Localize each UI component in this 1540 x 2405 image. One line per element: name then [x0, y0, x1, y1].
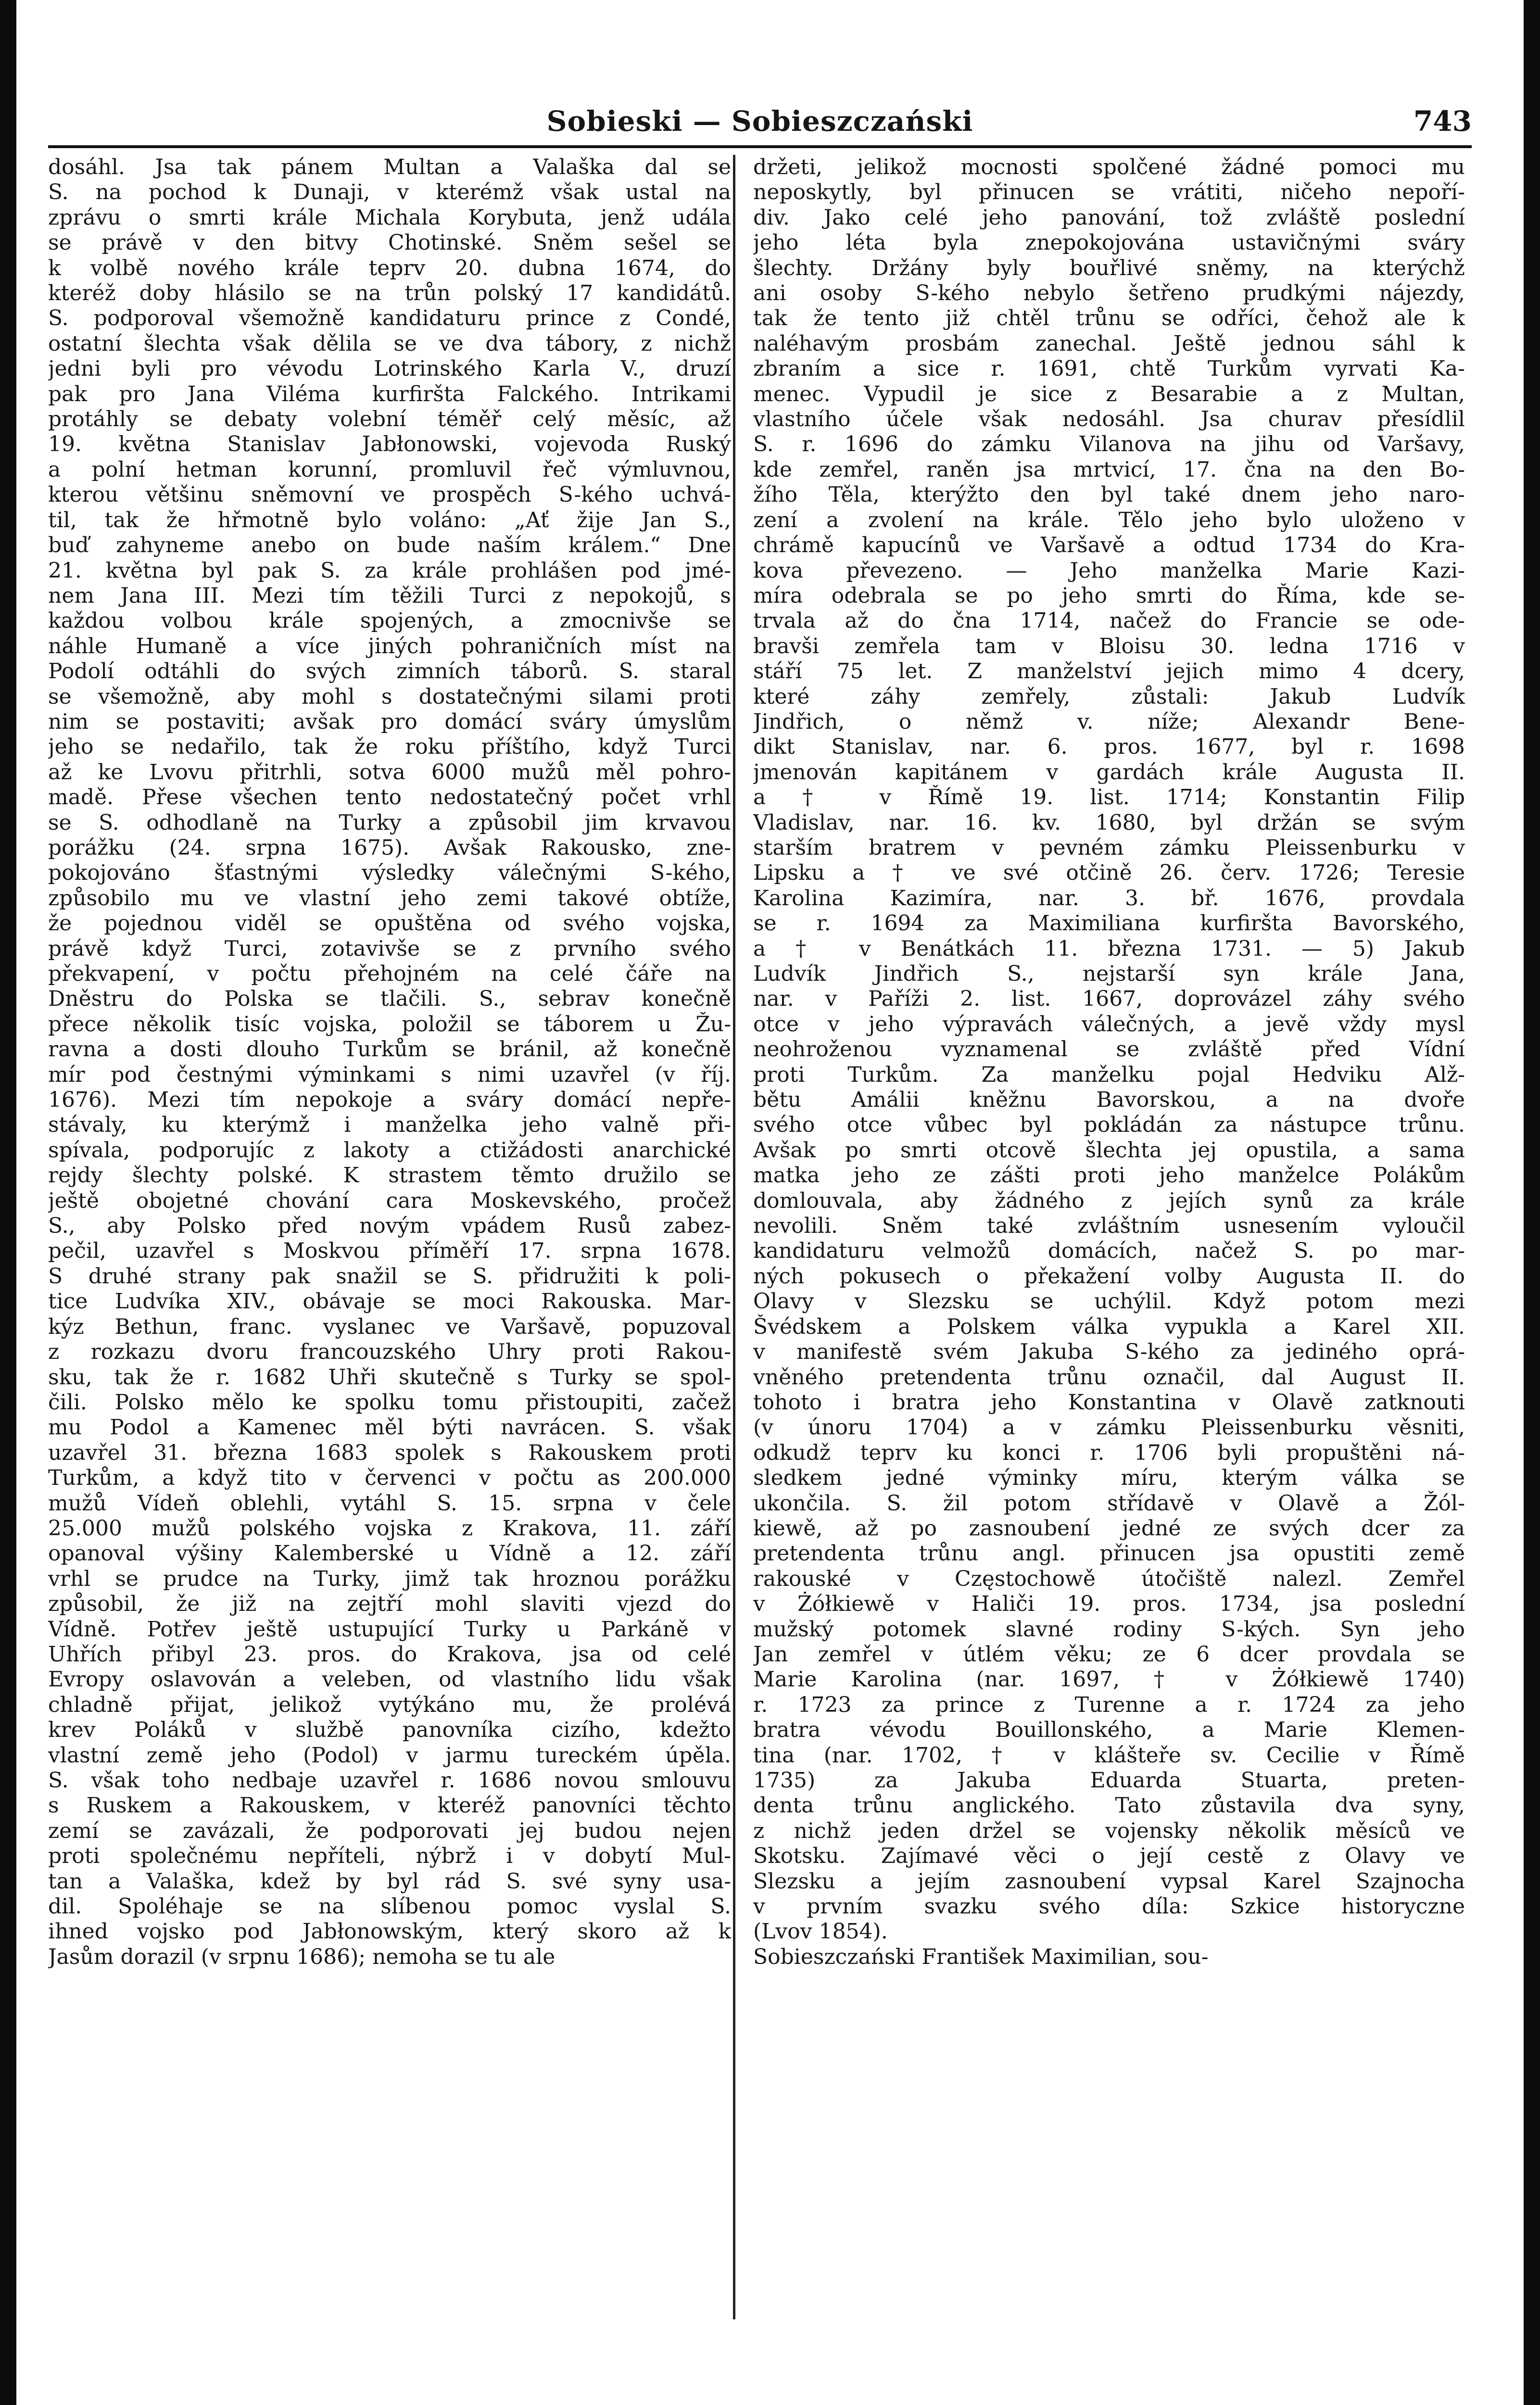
text-line: Evropy oslavován a veleben, od vlastního lidu však	[48, 1667, 731, 1692]
text-line: kýz Bethun, franc. vyslanec ve Varšavě, popuzoval	[48, 1314, 731, 1339]
text-line: nem Jana III. Mezi tím těžili Turci z nepokojů, s	[48, 583, 731, 608]
text-line: v Żółkiewě v Haliči 19. pros. 1734, jsa poslední	[753, 1592, 1465, 1617]
text-line: jeho se nedařilo, tak že roku příštího, když Turci	[48, 734, 731, 759]
text-line: způsobil, že již na zejtří mohl slaviti vjezd do	[48, 1592, 731, 1617]
text-line: Skotsku. Zajímavé věci o její cestě z Olavy ve	[753, 1844, 1465, 1869]
text-line: S. r. 1696 do zámku Vilanova na jihu od Varšavy,	[753, 432, 1465, 457]
text-line: Marie Karolina (nar. 1697, † v Żółkiewě 1740)	[753, 1667, 1465, 1692]
text-line: rejdy šlechty polské. K strastem těmto družilo se	[48, 1163, 731, 1188]
text-line: starším bratrem v pevném zámku Pleissenburku v	[753, 835, 1465, 860]
text-line: domlouvala, aby žádného z jejích synů za krále	[753, 1188, 1465, 1213]
running-header	[48, 105, 1472, 140]
text-line: ných pokusech o překažení volby Augusta II. do	[753, 1264, 1465, 1289]
text-line: pokojováno šťastnými výsledky válečnými S-kého,	[48, 861, 731, 886]
text-line: dikt Stanislav, nar. 6. pros. 1677, byl r. 1698	[753, 734, 1465, 759]
text-line: se r. 1694 za Maximiliana kurfiršta Bavorského,	[753, 911, 1465, 936]
text-line: se všemožně, aby mohl s dostatečnými silami proti	[48, 684, 731, 709]
text-line: neposkytly, byl přinucen se vrátiti, ničeho nepoří-	[753, 180, 1465, 205]
running-title: Sobieski — Sobieszczański	[546, 105, 973, 138]
text-line: dosáhl. Jsa tak pánem Multan a Valaška dal se	[48, 155, 731, 179]
text-line: k volbě nového krále teprv 20. dubna 1674, do	[48, 255, 731, 280]
text-line: bětu Amálii kněžnu Bavorskou, a na dvoře	[753, 1088, 1465, 1113]
text-line: S druhé strany pak snažil se S. přidružiti k poli-	[48, 1264, 731, 1289]
text-line: madě. Přese všechen tento nedostatečný počet vrhl	[48, 785, 731, 810]
text-line: S., aby Polsko před novým vpádem Rusů zabez-	[48, 1214, 731, 1239]
text-line: bratra vévodu Bouillonského, a Marie Klemen-	[753, 1718, 1465, 1743]
text-line: náhle Humaně a více jiných pohraničních míst na	[48, 633, 731, 658]
text-line: a † v Římě 19. list. 1714; Konstantin Filip	[753, 785, 1465, 810]
text-line: žího Těla, kterýžto den byl také dnem jeho naro-	[753, 482, 1465, 507]
text-line: mír pod čestnými výminkami s nimi uzavřel (v říj.	[48, 1062, 731, 1087]
text-line: odkudž teprv ku konci r. 1706 byli propuštěni ná-	[753, 1440, 1465, 1465]
text-line: stávaly, ku kterýmž i manželka jeho valně při-	[48, 1113, 731, 1138]
text-line: proti společnému nepříteli, nýbrž i v dobytí Mul-	[48, 1844, 731, 1869]
header-rule	[48, 145, 1472, 148]
text-line: tohoto i bratra jeho Konstantina v Olavě zatknouti	[753, 1390, 1465, 1415]
text-line: (Lvov 1854).	[753, 1919, 888, 1944]
text-line: v prvním svazku svého díla: Szkice historyczne	[753, 1894, 1465, 1919]
page-number: 743	[1413, 105, 1472, 138]
text-line: tan a Valaška, kdež by byl rád S. své syny usa-	[48, 1869, 731, 1894]
text-line: nim se postaviti; avšak pro domácí sváry úmyslům	[48, 709, 731, 734]
text-line: nevolili. Sněm také zvláštním usnesením vyloučil	[753, 1214, 1465, 1239]
text-line: kde zemřel, raněn jsa mrtvicí, 17. čna na den Bo-	[753, 457, 1465, 482]
text-line: že pojednou viděl se opuštěna od svého vojska,	[48, 911, 731, 936]
text-line: opanoval výšiny Kalemberské u Vídně a 12. září	[48, 1541, 731, 1566]
text-line: Sobieszczański František Maximilian, sou-	[753, 1944, 1209, 1969]
text-line: menec. Vypudil je sice z Besarabie a z Multan,	[753, 381, 1465, 406]
text-line: každou volbou krále spojených, a zmocnivše se	[48, 608, 731, 633]
text-line: S. podporoval všemožně kandidaturu prince z Condé,	[48, 306, 731, 331]
text-line: Vladislav, nar. 16. kv. 1680, byl držán se svým	[753, 810, 1465, 835]
text-line: s Ruskem a Rakouskem, v kteréž panovníci těchto	[48, 1793, 731, 1818]
text-line: přece několik tisíc vojska, položil se táborem u Žu-	[48, 1012, 731, 1037]
text-line: Uhřích přibyl 23. pros. do Krakova, jsa od celé	[48, 1642, 731, 1667]
text-line: porážku (24. srpna 1675). Avšak Rakousko, zne-	[48, 835, 731, 860]
text-line: matka jeho ze zášti proti jeho manželce Polákům	[753, 1163, 1465, 1188]
text-line: (v únoru 1704) a v zámku Pleissenburku věsniti,	[753, 1415, 1465, 1440]
text-line: 25.000 mužů polského vojska z Krakova, 11. září	[48, 1516, 731, 1541]
text-line: chladně přijat, jelikož vytýkáno mu, že prolévá	[48, 1692, 731, 1717]
text-line: se právě v den bitvy Chotinské. Sněm sešel se	[48, 230, 731, 255]
text-line: šlechty. Držány byly bouřlivé sněmy, na kterýchž	[753, 255, 1465, 280]
text-line: ukončila. S. žil potom střídavě v Olavě a Žól-	[753, 1491, 1465, 1516]
text-line: sledkem jedné výminky míru, kterým válka se	[753, 1466, 1465, 1491]
text-line: nar. v Paříži 2. list. 1667, doprovázel záhy svého	[753, 987, 1465, 1012]
text-line: způsobilo mu ve vlastní jeho zemi takové obtíže,	[48, 886, 731, 911]
text-line: buď zahyneme anebo on bude naším králem.“ Dne	[48, 533, 731, 558]
text-line: denta trůnu anglického. Tato zůstavila dva syny,	[753, 1793, 1465, 1818]
text-line: Jindřich, o němž v. níže; Alexandr Bene-	[753, 709, 1465, 734]
text-line: div. Jako celé jeho panování, tož zvláště poslední	[753, 205, 1465, 230]
text-line: Ludvík Jindřich S., nejstarší syn krále Jana,	[753, 962, 1465, 986]
text-line: 1735) za Jakuba Eduarda Stuarta, preten-	[753, 1768, 1465, 1793]
text-line: kandidaturu velmožů domácích, načež S. po mar-	[753, 1239, 1465, 1264]
text-line: jeho léta byla znepokojována ustavičnými sváry	[753, 230, 1465, 255]
text-line: vněného pretendenta trůnu označil, dal August II.	[753, 1365, 1465, 1390]
text-line: ostatní šlechta však dělila se ve dva tábory, z nichž	[48, 331, 731, 356]
text-line: protáhly se debaty volební téměř celý měsíc, až	[48, 407, 731, 432]
column-divider	[733, 155, 735, 2319]
text-line: Vídně. Potřev ještě ustupující Turky u Parkáně v	[48, 1617, 731, 1642]
text-line: v manifestě svém Jakuba S-kého za jediného oprá-	[753, 1340, 1465, 1365]
text-line: tina (nar. 1702, † v klášteře sv. Cecilie v Římě	[753, 1743, 1465, 1768]
text-line: Lipsku a † ve své otčině 26. červ. 1726; Teresie	[753, 861, 1465, 886]
left-column	[48, 155, 731, 1970]
text-line: Karolina Kazimíra, nar. 3. bř. 1676, provdala	[753, 886, 1465, 911]
text-line: které záhy zemřely, zůstali: Jakub Ludvík	[753, 684, 1465, 709]
text-line: zemí se zavázali, že podporovati jej budou nejen	[48, 1818, 731, 1843]
text-line: a † v Benátkách 11. března 1731. — 5) Jakub	[753, 936, 1465, 961]
text-line: zení a zvolení na krále. Tělo jeho bylo uloženo v	[753, 507, 1465, 532]
text-line: bravši zemřela tam v Bloisu 30. ledna 1716 v	[753, 633, 1465, 658]
text-line: sku, tak že r. 1682 Uhři skutečně s Turky se spol-	[48, 1365, 731, 1390]
text-line: ihned vojsko pod Jabłonowským, který skoro až k	[48, 1919, 731, 1944]
text-line: til, tak že hřmotně bylo voláno: „Ať žije Jan S.,	[48, 507, 731, 532]
text-line: Jan zemřel v útlém věku; ze 6 dcer provdala se	[753, 1642, 1465, 1667]
text-line: ani osoby S-kého nebylo šetřeno prudkými nájezdy,	[753, 281, 1465, 306]
text-line: až ke Lvovu přitrhli, sotva 6000 mužů měl pohro-	[48, 759, 731, 785]
text-line: r. 1723 za prince z Turenne a r. 1724 za jeho	[753, 1692, 1465, 1717]
text-line: vlastního účele však nedosáhl. Jsa churav přesídlil	[753, 407, 1465, 432]
text-line: trvala až do čna 1714, načež do Francie se ode-	[753, 608, 1465, 633]
text-line: držeti, jelikož mocnosti spolčené žádné pomoci mu	[753, 155, 1465, 179]
text-line: jmenován kapitánem v gardách krále Augusta II.	[753, 759, 1465, 785]
text-line: a polní hetman korunní, promluvil řeč výmluvnou,	[48, 457, 731, 482]
text-line: Avšak po smrti otcově šlechta jej opustila, a sama	[753, 1138, 1465, 1163]
text-line: Podolí odtáhli do svých zimních táborů. S. staral	[48, 659, 731, 684]
text-line: svého otce vůbec byl pokládán za nástupce trůnu.	[753, 1113, 1465, 1138]
text-line: vrhl se prudce na Turky, jimž tak hroznou porážku	[48, 1566, 731, 1591]
text-line: S. však toho nedbaje uzavřel r. 1686 novou smlouvu	[48, 1768, 731, 1793]
text-line: Olavy v Slezsku se uchýlil. Když potom mezi	[753, 1289, 1465, 1314]
text-line: mužů Vídeň oblehli, vytáhl S. 15. srpna v čele	[48, 1491, 731, 1516]
text-line: ravna a dosti dlouho Turkům se bránil, až konečně	[48, 1037, 731, 1062]
text-line: rakouské v Częstochowě útočiště nalezl. Zemřel	[753, 1566, 1465, 1591]
text-line: proti Turkům. Za manželku pojal Hedviku Alž-	[753, 1062, 1465, 1087]
text-line: čili. Polsko mělo ke spolku tomu přistoupiti, začež	[48, 1390, 731, 1415]
text-line: Dněstru do Polska se tlačili. S., sebrav konečně	[48, 987, 731, 1012]
text-line: spívala, podporujíc z lakoty a ctižádosti anarchické	[48, 1138, 731, 1163]
text-line: 1676). Mezi tím nepokoje a sváry domácí nepře-	[48, 1088, 731, 1113]
text-line: překvapení, v počtu přehojném na celé čáře na	[48, 962, 731, 986]
text-line: tak že tento již chtěl trůnu se odříci, čehož ale k	[753, 306, 1465, 331]
text-line: právě když Turci, zotavivše se z prvního svého	[48, 936, 731, 961]
text-line: Švédskem a Polskem válka vypukla a Karel XII.	[753, 1314, 1465, 1339]
text-line: vlastní země jeho (Podol) v jarmu tureckém úpěla.	[48, 1743, 731, 1768]
text-line: kiewě, až po zasnoubení jedné ze svých dcer za	[753, 1516, 1465, 1541]
text-line: S. na pochod k Dunaji, v kterémž však ustal na	[48, 180, 731, 205]
text-line: kterou většinu sněmovní ve prospěch S-kého uchvá-	[48, 482, 731, 507]
text-line: Slezsku a jejím zasnoubení vypsal Karel Szajnocha	[753, 1869, 1465, 1894]
text-line: zbraním a sice r. 1691, chtě Turkům vyrvati Ka-	[753, 356, 1465, 381]
text-line: zprávu o smrti krále Michala Korybuta, jenž udála	[48, 205, 731, 230]
right-column	[753, 155, 1465, 1970]
text-line: stáří 75 let. Z manželství jejich mimo 4 dcery,	[753, 659, 1465, 684]
text-line: krev Poláků v službě panovníka cizího, kdežto	[48, 1718, 731, 1743]
text-line: míra odebrala se po jeho smrti do Říma, kde se-	[753, 583, 1465, 608]
text-line: ještě obojetné chování cara Moskevského, pročež	[48, 1188, 731, 1213]
text-line: z rozkazu dvoru francouzského Uhry proti Rakou-	[48, 1340, 731, 1365]
text-line: kova převezeno. — Jeho manželka Marie Kazi-	[753, 558, 1465, 583]
text-line: pretendenta trůnu angl. přinucen jsa opustiti země	[753, 1541, 1465, 1566]
text-line: mužský potomek slavné rodiny S-kých. Syn jeho	[753, 1617, 1465, 1642]
text-line: otce v jeho výpravách válečných, a jevě vždy mysl	[753, 1012, 1465, 1037]
text-line: pečil, uzavřel s Moskvou příměří 17. srpna 1678.	[48, 1239, 731, 1264]
text-line: z nichž jeden držel se vojensky několik měsíců ve	[753, 1818, 1465, 1843]
text-line: tice Ludvíka XIV., obávaje se moci Rakouska. Mar-	[48, 1289, 731, 1314]
text-line: jedni byli pro vévodu Lotrinského Karla V., druzí	[48, 356, 731, 381]
text-line: pak pro Jana Viléma kurfiršta Falckého. Intrikami	[48, 381, 731, 406]
text-line: Turkům, a když tito v červenci v počtu as 200.000	[48, 1466, 731, 1491]
text-line: neohroženou vyznamenal se zvláště před Vídní	[753, 1037, 1465, 1062]
text-line: 21. května byl pak S. za krále prohlášen pod jmé-	[48, 558, 731, 583]
text-line: uzavřel 31. března 1683 spolek s Rakouskem proti	[48, 1440, 731, 1465]
text-line: 19. května Stanislav Jabłonowski, vojevoda Ruský	[48, 432, 731, 457]
text-line: naléhavým prosbám zanechal. Ještě jednou sáhl k	[753, 331, 1465, 356]
text-line: Jasům dorazil (v srpnu 1686); nemoha se tu ale	[48, 1944, 555, 1969]
text-line: se S. odhodlaně na Turky a způsobil jim krvavou	[48, 810, 731, 835]
text-line: chrámě kapucínů ve Varšavě a odtud 1734 do Kra-	[753, 533, 1465, 558]
text-line: mu Podol a Kamenec měl býti navrácen. S. však	[48, 1415, 731, 1440]
text-line: dil. Spoléhaje se na slíbenou pomoc vyslal S.	[48, 1894, 731, 1919]
text-line: kteréž doby hlásilo se na trůn polský 17 kandidátů.	[48, 281, 731, 306]
